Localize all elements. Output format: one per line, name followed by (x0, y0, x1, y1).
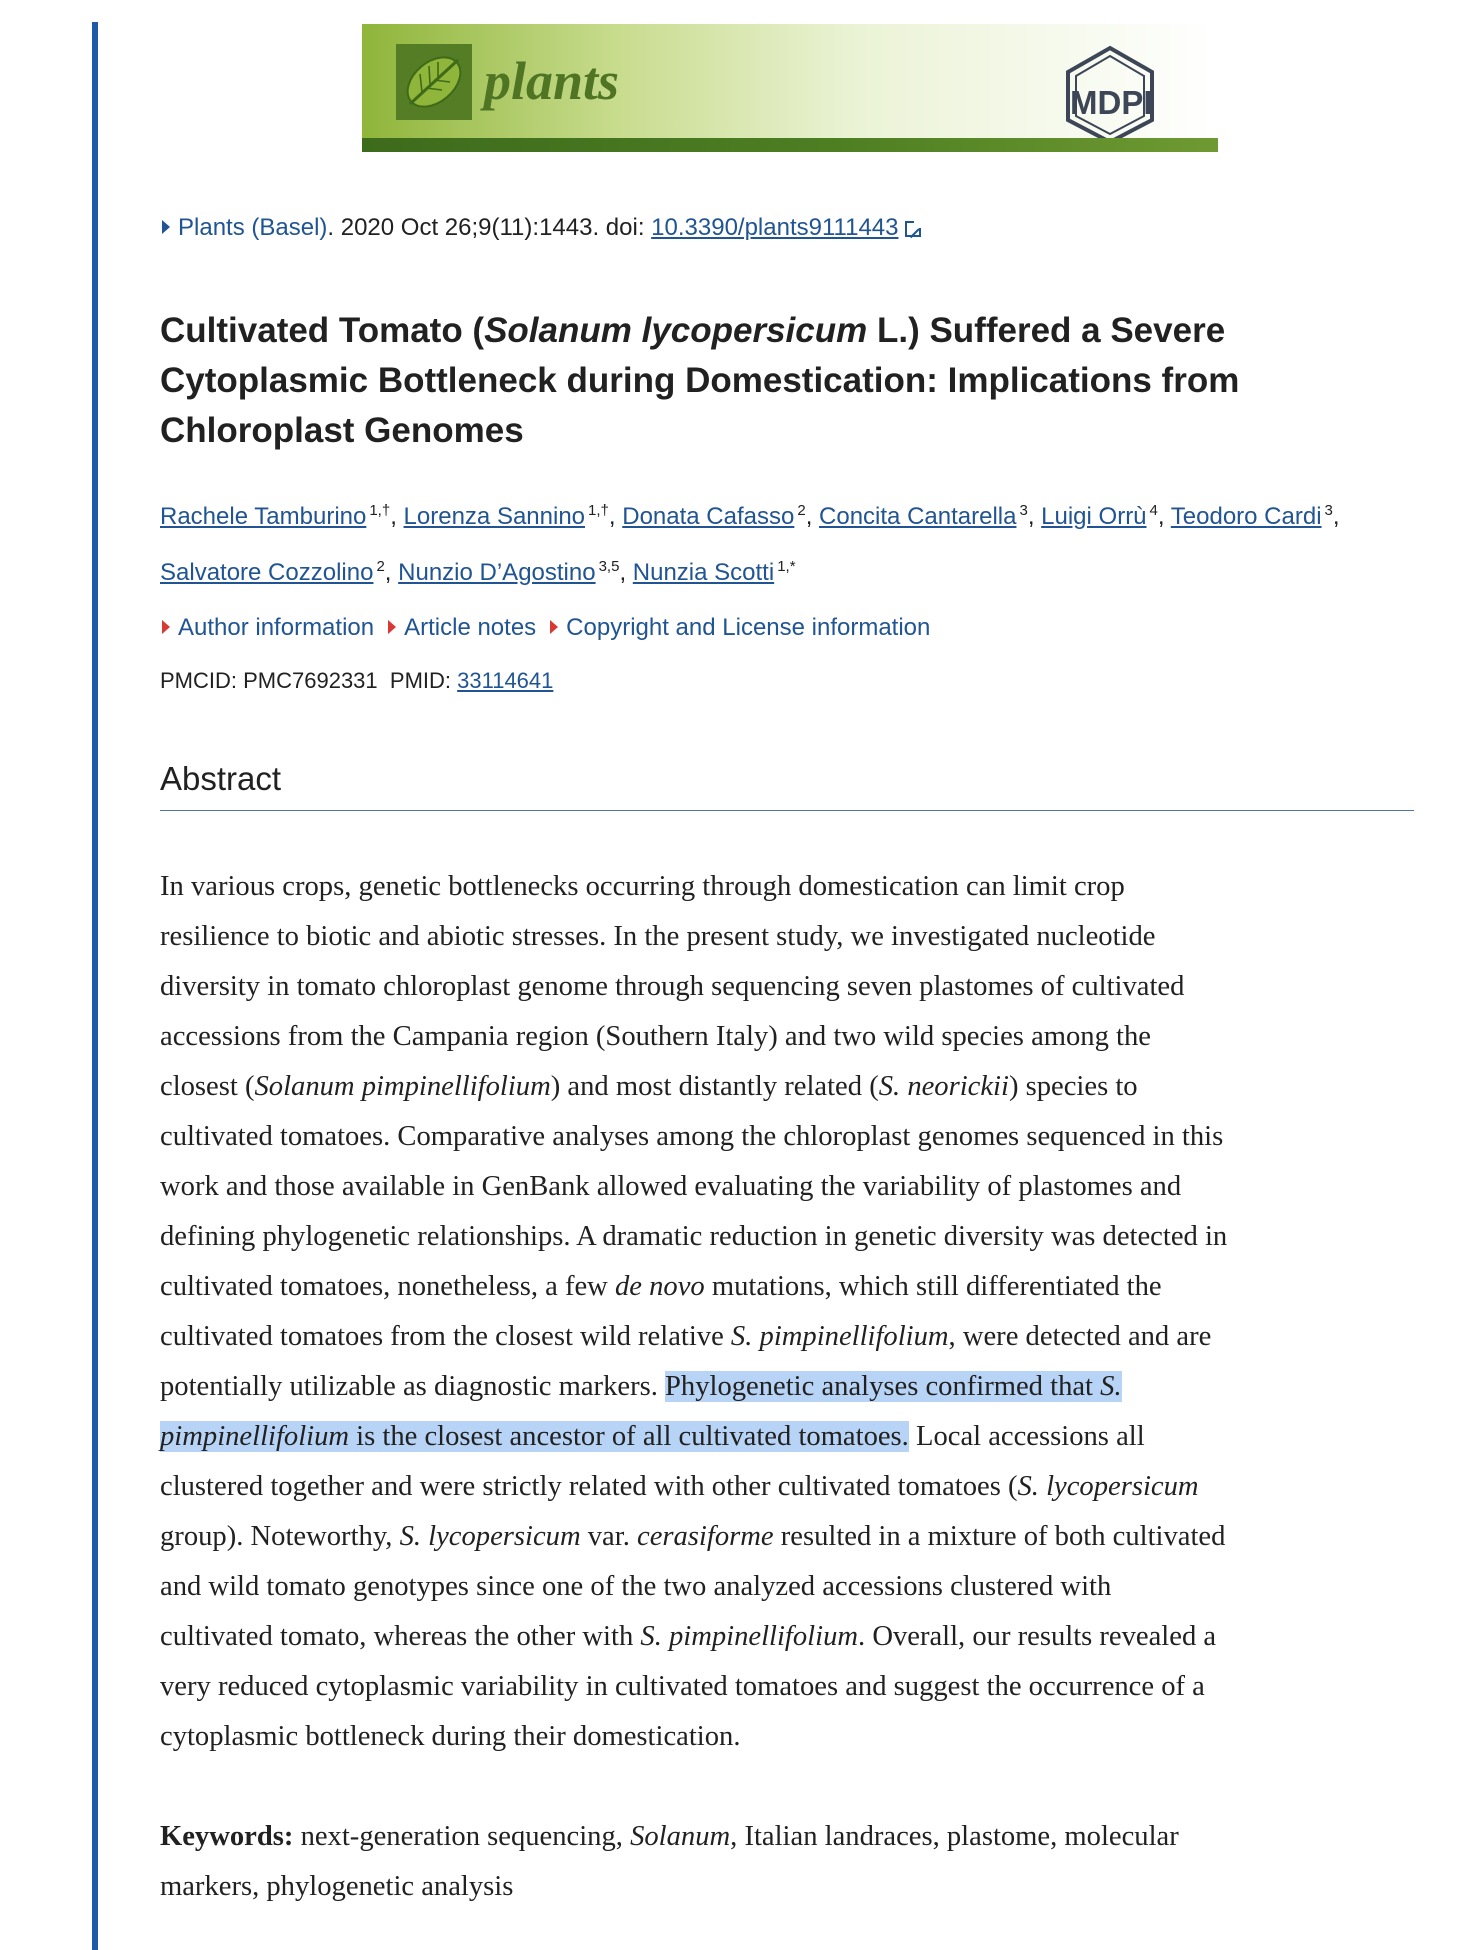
abstract-line (160, 1162, 1420, 1212)
text-run: group). Noteworthy, (160, 1521, 400, 1552)
info-link-label[interactable]: Article notes (404, 614, 537, 641)
abstract-line (160, 1612, 1420, 1662)
abstract-line (160, 1512, 1420, 1562)
abstract-line (160, 1562, 1420, 1612)
info-link-2[interactable] (550, 614, 930, 641)
text-run: next-generation sequencing, (293, 1821, 631, 1852)
author-affiliation: 2 (797, 502, 806, 519)
text-run: , Italian landraces, plastome, molecular (730, 1821, 1179, 1852)
text-run: resilience to biotic and abiotic stresses. In the present study, we investigated nucleotide (160, 921, 1156, 952)
author-affiliation: 1,† (588, 502, 609, 519)
highlighted-text: is the closest ancestor of all cultivated tomatoes. (349, 1421, 909, 1452)
abstract-line (160, 1462, 1420, 1512)
text-run: and wild tomato genotypes since one of the two analyzed accessions clustered with (160, 1571, 1112, 1602)
abstract-body (160, 862, 1420, 1762)
text-run: cultivated tomatoes, nonetheless, a few (160, 1271, 615, 1302)
text-run: Solanum pimpinellifolium (254, 1071, 551, 1102)
abstract-line (160, 1062, 1420, 1112)
text-run: very reduced cytoplasmic variability in cultivated tomatoes and suggest the occurrence of a (160, 1671, 1205, 1702)
author-list: Rachele Tamburino $^{1,\dagger}$, Lorenza Sannino $^{1,\dagger}$, Donata Cafasso $^2$, Concita Cantarella $^3$, Luigi Orrù $^4$, Teodoro Cardi $^3$, Salvatore Cozzolino $^2$, Nunzio D’Agostino $^{3,5}$, Nunzia Scotti $^{1,*}$ (160, 502, 1340, 586)
text-run: S. pimpinellifolium (640, 1621, 859, 1652)
keywords-label: Keywords: (160, 1821, 294, 1852)
keywords (160, 1812, 1420, 1912)
highlighted-text: Phylogenetic analyses confirmed that (665, 1371, 1101, 1402)
journal-name: plants (484, 51, 620, 111)
author-affiliation: 4 (1149, 502, 1158, 519)
external-link-icon (905, 221, 921, 237)
expand-triangle-icon (162, 620, 170, 634)
highlighted-text: pimpinellifolium (160, 1421, 350, 1452)
text-run: cerasiforme (637, 1521, 774, 1552)
text-run: ) and most distantly related ( (550, 1071, 879, 1102)
banner-strip (362, 138, 1218, 152)
pmcid: PMCID: PMC7692331 (160, 668, 378, 693)
text-run: In various crops, genetic bottlenecks occurring through domestication can limit crop (160, 871, 1125, 902)
abstract-line (160, 1362, 1420, 1412)
text-run: cytoplasmic bottleneck during their domestication. (160, 1721, 741, 1752)
journal-link[interactable]: Plants (Basel) (178, 214, 328, 241)
abstract-line (160, 962, 1420, 1012)
text-run: S. lycopersicum (1017, 1471, 1199, 1502)
text-run: Local accessions all (908, 1421, 1145, 1452)
text-run: var. (580, 1521, 637, 1552)
author-link[interactable]: Nunzio D’Agostino (398, 559, 596, 586)
info-link-1[interactable] (388, 614, 536, 641)
text-run: S. pimpinellifolium (730, 1321, 949, 1352)
title-species: Solanum lycopersicum (484, 311, 868, 350)
doi-link[interactable]: 10.3390/plants9111443 (651, 214, 899, 241)
info-links (162, 614, 944, 642)
text-run: defining phylogenetic relationships. A dramatic reduction in genetic diversity was detected in (160, 1221, 1228, 1252)
text-run: diversity in tomato chloroplast genome through sequencing seven plastomes of cultivated (160, 971, 1185, 1002)
publisher-name: MDPI (1070, 84, 1153, 121)
article-title: Cultivated Tomato (Solanum lycopersicum L.) Suffered a Severe Cytoplasmic Bottleneck during Domestication: Implications from Chloroplast Genomes (160, 311, 1240, 450)
author-link[interactable]: Lorenza Sannino (403, 503, 586, 530)
abstract-line (160, 1662, 1420, 1712)
author-affiliation: 1,* (777, 558, 796, 575)
abstract-heading: Abstract (160, 760, 282, 797)
leaf-logo-icon (396, 44, 472, 120)
abstract-line (160, 912, 1420, 962)
citation-details: . 2020 Oct 26;9(11):1443. doi: (327, 214, 652, 241)
text-run: de novo (614, 1271, 705, 1302)
text-run: clustered together and were strictly related with other cultivated tomatoes ( (160, 1471, 1018, 1502)
text-run: work and those available in GenBank allowed evaluating the variability of plastomes and (160, 1171, 1182, 1202)
author-affiliation: 3 (1324, 502, 1333, 519)
text-run: S. neorickii (878, 1071, 1009, 1102)
abstract-divider (160, 810, 1414, 811)
expand-triangle-icon (162, 220, 170, 234)
left-accent-bar (92, 22, 98, 1950)
author-link[interactable]: Donata Cafasso (622, 503, 795, 530)
pmid-link[interactable]: 33114641 (457, 668, 554, 693)
abstract-line (160, 1312, 1420, 1362)
text-run: cultivated tomatoes. Comparative analyses among the chloroplast genomes sequenced in this (160, 1121, 1224, 1152)
abstract-line (160, 1412, 1420, 1462)
author-affiliation: 2 (376, 558, 385, 575)
article-ids (160, 668, 553, 694)
abstract-line (160, 862, 1420, 912)
text-run: closest ( (160, 1071, 255, 1102)
author-affiliation: 3 (1019, 502, 1028, 519)
text-run: cultivated tomato, whereas the other with (160, 1621, 641, 1652)
abstract-line (160, 1262, 1420, 1312)
text-run: resulted in a mixture of both cultivated (773, 1521, 1226, 1552)
text-run: . Overall, our results revealed a (858, 1621, 1217, 1652)
highlighted-text: S. (1100, 1371, 1122, 1402)
author-link[interactable]: Concita Cantarella (819, 503, 1017, 530)
pmid-label: PMID: (389, 668, 452, 693)
author-link[interactable]: Salvatore Cozzolino (160, 559, 374, 586)
info-link-label[interactable]: Copyright and License information (566, 614, 931, 641)
author-link[interactable]: Nunzia Scotti (632, 559, 775, 586)
text-run: , were detected and are (948, 1321, 1212, 1352)
author-link[interactable]: Rachele Tamburino (160, 503, 367, 530)
abstract-line (160, 1112, 1420, 1162)
info-link-label[interactable]: Author information (178, 614, 375, 641)
author-affiliation: 3,5 (598, 558, 620, 575)
text-run: accessions from the Campania region (Southern Italy) and two wild species among the (160, 1021, 1151, 1052)
abstract-line (160, 1012, 1420, 1062)
info-link-0[interactable] (162, 614, 374, 641)
expand-triangle-icon (550, 620, 558, 634)
text-run: mutations, which still differentiated the (704, 1271, 1162, 1302)
abstract-line (160, 1212, 1420, 1262)
author-link[interactable]: Luigi Orrù (1041, 503, 1147, 530)
journal-banner[interactable] (362, 24, 1218, 152)
expand-triangle-icon (388, 620, 396, 634)
author-affiliation: 1,† (369, 502, 391, 519)
text-run: Solanum (630, 1821, 731, 1852)
author-link[interactable]: Teodoro Cardi (1170, 503, 1322, 530)
citation-line (162, 214, 921, 242)
text-run: markers, phylogenetic analysis (160, 1871, 514, 1902)
text-run: ) species to (1008, 1071, 1138, 1102)
text-run: cultivated tomatoes from the closest wild relative (160, 1321, 731, 1352)
text-run: S. lycopersicum (399, 1521, 581, 1552)
text-run: potentially utilizable as diagnostic markers. (160, 1371, 666, 1402)
abstract-line (160, 1712, 1420, 1762)
